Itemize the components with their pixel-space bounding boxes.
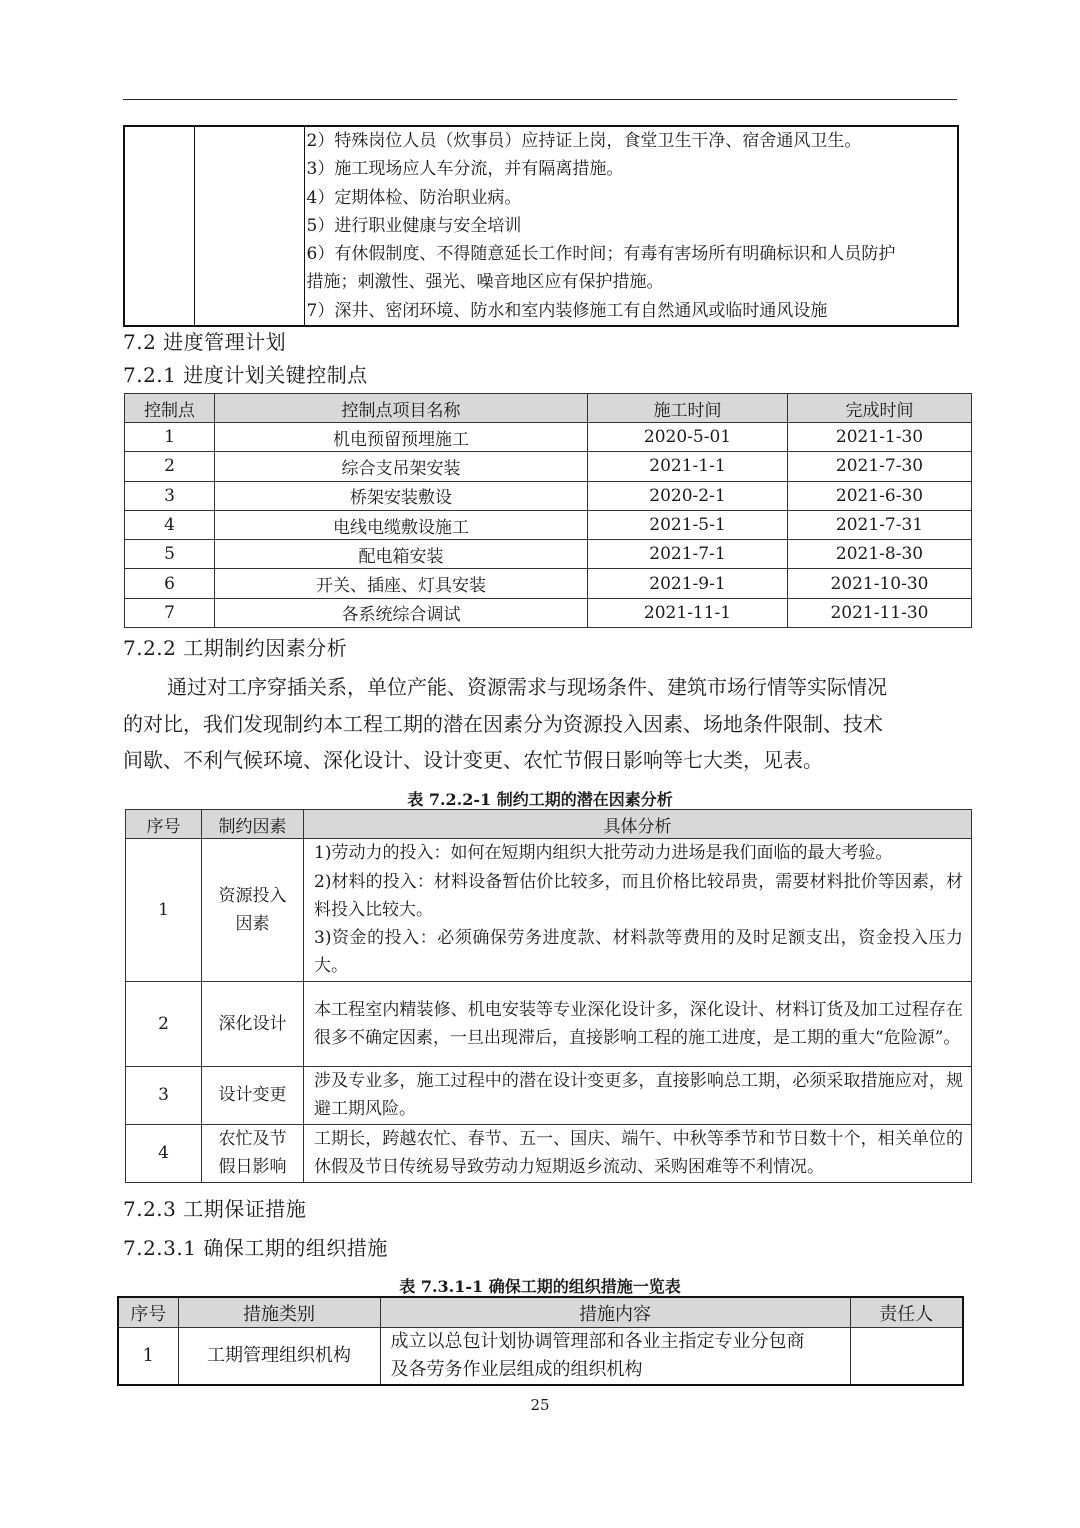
measure-line: 措施；刺激性、强光、噪音地区应有保护措施。 (306, 272, 664, 293)
table-cell: 4 (125, 510, 215, 539)
factor-name-line: 农忙及节 (218, 1128, 287, 1149)
empty-cell (194, 126, 304, 326)
table-cell: 2021-5-1 (588, 510, 788, 539)
table-cell: 2021-10-30 (788, 569, 972, 598)
paragraph-line: 间歇、不利气候环境、深化设计、设计变更、农忙节假日影响等七大类，见表。 (123, 748, 823, 772)
page-number: 25 (530, 1396, 550, 1414)
table-row (125, 569, 972, 598)
table-caption: 表 7.3.1-1 确保工期的组织措施一览表 (399, 1277, 681, 1296)
section-heading-7-2-1: 7.2.1 进度计划关键控制点 (123, 363, 368, 387)
table-cell: 6 (125, 569, 215, 598)
column-header: 序号 (118, 1297, 178, 1328)
table-cell: 2020-5-01 (588, 423, 788, 452)
analysis-line: 1)劳动力的投入：如何在短期内组织大批劳动力进场是我们面临的最大考验。 (314, 843, 893, 864)
table-cell: 7 (125, 598, 215, 627)
analysis-cell: 涉及专业多，施工过程中的潜在设计变更多，直接影响总工期，必须采取措施应对，规避工期风险。 (304, 1067, 972, 1125)
body-paragraph (123, 669, 963, 779)
measure-line: 2）特殊岗位人员（炊事员）应持证上岗，食堂卫生干净、宿舍通风卫生。 (306, 131, 862, 151)
table-cell: 2021-7-30 (788, 452, 972, 481)
table-cell: 综合支吊架安装 (215, 452, 588, 481)
table-cell: 2021-7-31 (788, 510, 972, 539)
table-cell: 桥架安装敷设 (215, 481, 588, 510)
measures-cell (304, 126, 958, 326)
table-cell: 2 (125, 452, 215, 481)
factor-name: 深化设计 (202, 982, 304, 1067)
table-row (126, 1124, 972, 1182)
table-cell: 2021-8-30 (788, 540, 972, 569)
empty-cell (124, 126, 194, 326)
table-cell: 2020-2-1 (588, 481, 788, 510)
section-heading-7-2-3: 7.2.3 工期保证措施 (123, 1197, 307, 1221)
table-row (125, 540, 972, 569)
row-number: 2 (126, 982, 202, 1067)
factor-name (202, 839, 304, 982)
column-header: 制约因素 (202, 810, 304, 839)
table-cell: 1 (125, 423, 215, 452)
table-cell: 2021-1-1 (588, 452, 788, 481)
responsible-person (850, 1328, 963, 1386)
measure-content (380, 1328, 850, 1386)
row-number: 1 (118, 1328, 178, 1386)
paragraph-line: 的对比，我们发现制约本工程工期的潜在因素分为资源投入因素、场地条件限制、技术 (123, 711, 883, 736)
row-number: 1 (126, 839, 202, 982)
table-cell: 电线电缆敷设施工 (215, 510, 588, 539)
table-cell: 2021-6-30 (788, 481, 972, 510)
header-rule (123, 99, 957, 100)
row-number: 3 (126, 1067, 202, 1125)
table-header-row (125, 394, 972, 423)
content-line: 成立以总包计划协调管理部和各业主指定专业分包商 (390, 1331, 805, 1352)
analysis-cell: 工期长，跨越农忙、春节、五一、国庆、端午、中秋等季节和节日数十个，相关单位的休假及节日传统易导致劳动力短期返乡流动、采购困难等不利情况。 (304, 1124, 972, 1182)
section-heading-7-2: 7.2 进度管理计划 (123, 330, 287, 354)
section-heading-7-2-2: 7.2.2 工期制约因素分析 (123, 636, 348, 660)
table-header-row (126, 810, 972, 839)
column-header: 责任人 (850, 1297, 963, 1328)
table-row (126, 839, 972, 982)
paragraph-line: 通过对工序穿插关系，单位产能、资源需求与现场条件、建筑市场行情等实际情况 (167, 675, 887, 699)
column-header: 控制点 (125, 394, 215, 423)
table-cell: 2021-11-30 (788, 598, 972, 627)
measure-line: 3）施工现场应人车分流，并有隔离措施。 (306, 159, 624, 180)
measure-category: 工期管理组织机构 (178, 1328, 380, 1386)
table-row (126, 1067, 972, 1125)
measure-line: 5）进行职业健康与安全培训 (306, 215, 522, 236)
table-row (126, 982, 972, 1067)
table-row (125, 481, 972, 510)
column-header: 措施内容 (380, 1297, 850, 1328)
factor-name-line: 假日影响 (218, 1157, 287, 1178)
analysis-cell (304, 839, 972, 982)
measure-line: 7）深井、密闭环境、防水和室内装修施工有自然通风或临时通风设施 (306, 300, 828, 321)
column-header: 施工时间 (588, 394, 788, 423)
schedule-table (124, 393, 972, 628)
analysis-line: 2)材料的投入：材料设备暂估价比较多，而且价格比较昂贵，需要材料批价等因素，材料投入比较大。 (314, 871, 963, 920)
column-header: 具体分析 (304, 810, 972, 839)
table-cell: 3 (125, 481, 215, 510)
factors-table (125, 809, 972, 1183)
table-cell: 各系统综合调试 (215, 598, 588, 627)
table-cell: 5 (125, 540, 215, 569)
occupational-health-table (123, 125, 959, 327)
factor-name: 设计变更 (202, 1067, 304, 1125)
organization-measures-table (117, 1296, 964, 1386)
table-row (125, 423, 972, 452)
section-heading-7-2-3-1: 7.2.3.1 确保工期的组织措施 (123, 1236, 388, 1260)
table-cell: 机电预留预埋施工 (215, 423, 588, 452)
factor-name (202, 1124, 304, 1182)
column-header: 完成时间 (788, 394, 972, 423)
column-header: 控制点项目名称 (215, 394, 588, 423)
analysis-line: 3)资金的投入：必须确保劳务进度款、材料款等费用的及时足额支出，资金投入压力大。 (314, 928, 963, 977)
table-cell: 2021-7-1 (588, 540, 788, 569)
column-header: 措施类别 (178, 1297, 380, 1328)
factor-name-line: 因素 (235, 914, 270, 934)
content-line: 及各劳务作业层组成的组织机构 (390, 1359, 643, 1380)
table-cell: 2021-1-30 (788, 423, 972, 452)
factor-name-line: 资源投入 (218, 885, 287, 906)
table-cell: 2021-9-1 (588, 569, 788, 598)
table-cell: 开关、插座、灯具安装 (215, 569, 588, 598)
table-row (125, 510, 972, 539)
row-number: 4 (126, 1124, 202, 1182)
table-caption: 表 7.2.2-1 制约工期的潜在因素分析 (407, 790, 673, 809)
table-cell: 配电箱安装 (215, 540, 588, 569)
table-cell: 2021-11-1 (588, 598, 788, 627)
table-header-row (118, 1297, 963, 1328)
table-row (125, 598, 972, 627)
column-header: 序号 (126, 810, 202, 839)
measure-line: 6）有休假制度、不得随意延长工作时间；有毒有害场所有明确标识和人员防护 (306, 244, 896, 265)
table-row (118, 1328, 963, 1386)
measure-line: 4）定期体检、防治职业病。 (306, 187, 522, 208)
table-row (125, 452, 972, 481)
analysis-cell: 本工程室内精装修、机电安装等专业深化设计多，深化设计、材料订货及加工过程存在很多不确定因素，一旦出现滞后，直接影响工程的施工进度，是工期的重大“危险源”。 (304, 982, 972, 1067)
